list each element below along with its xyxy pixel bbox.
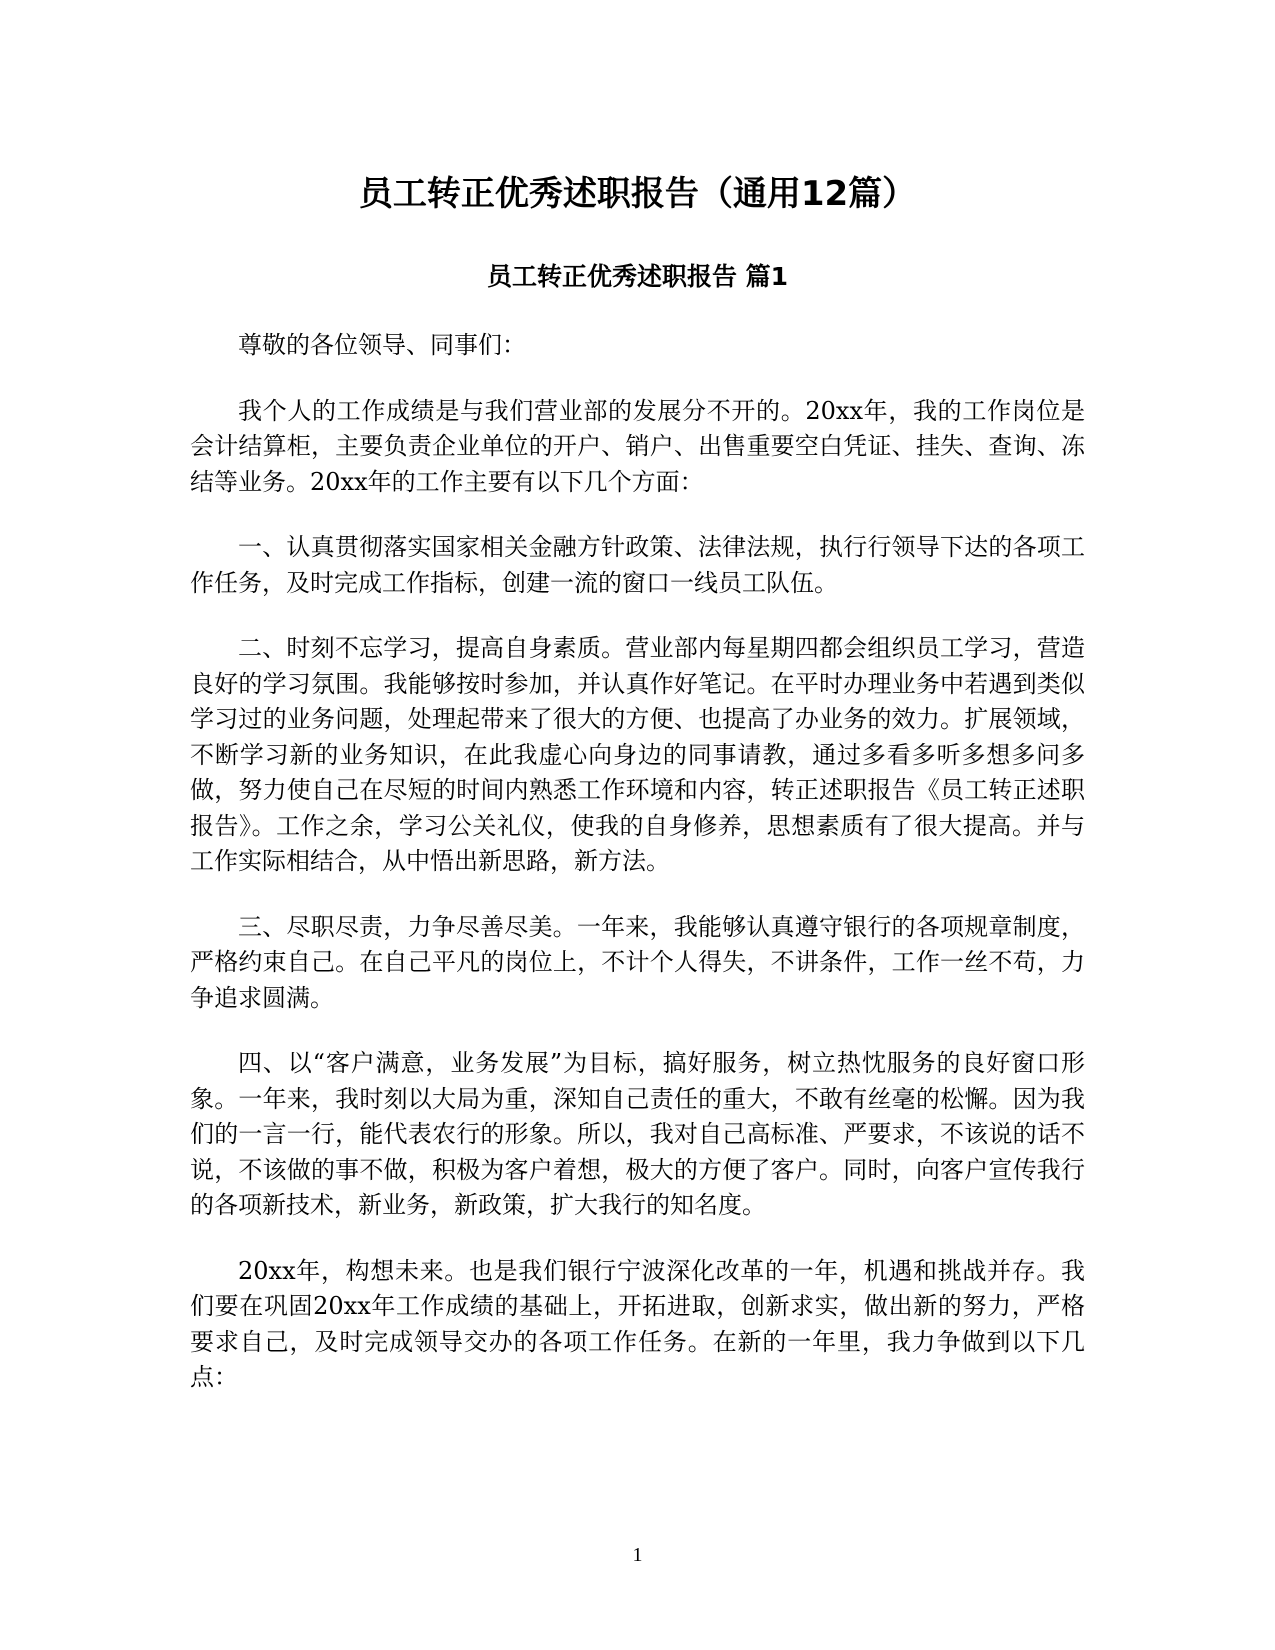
document-body — [190, 328, 1085, 1426]
body-paragraph: 三、尽职尽责，力争尽善尽美。一年来，我能够认真遵守银行的各项规章制度，严格约束自己。在自己平凡的岗位上，不计个人得失，不讲条件，工作一丝不苟，力争追求圆满。 — [190, 912, 1085, 1012]
body-paragraph: 一、认真贯彻落实国家相关金融方针政策、法律法规，执行行领导下达的各项工作任务，及时完成工作指标，创建一流的窗口一线员工队伍。 — [190, 533, 1085, 597]
salutation-paragraph: 尊敬的各位领导、同事们： — [238, 331, 526, 359]
body-paragraph: 二、时刻不忘学习，提高自身素质。营业部内每星期四都会组织员工学习，营造良好的学习氛围。我能够按时参加，并认真作好笔记。在平时办理业务中若遇到类似学习过的业务问题，处理起带来了很大的方便、也提高了办业务的效力。扩展领域，不断学习新的业务知识，在此我虚心向身边的同事请教，通过多看多听多想多问多做，努力使自己在尽短的时间内熟悉工作环境和内容，转正述职报告《员工转正述职报告》。工作之余，学习公关礼仪，使我的自身修养，思想素质有了很大提高。并与工作实际相结合，从中悟出新思路，新方法。 — [190, 634, 1085, 875]
body-paragraph: 20xx年，构想未来。也是我们银行宁波深化改革的一年，机遇和挑战并存。我们要在巩固20xx年工作成绩的基础上，开拓进取，创新求实，做出新的努力，严格要求自己，及时完成领导交办的各项工作任务。在新的一年里，我力争做到以下几点： — [190, 1256, 1085, 1391]
body-paragraph: 四、以“客户满意，业务发展”为目标，搞好服务，树立热忱服务的良好窗口形象。一年来，我时刻以大局为重，深知自己责任的重大，不敢有丝毫的松懈。因为我们的一言一行，能代表农行的形象。所以，我对自己高标准、严要求，不该说的话不说，不该做的事不做，积极为客户着想，极大的方便了客户。同时，向客户宣传我行的各项新技术，新业务，新政策，扩大我行的知名度。 — [190, 1049, 1085, 1219]
section-title: 员工转正优秀述职报告 篇1 — [486, 262, 789, 291]
page-number: 1 — [632, 1544, 643, 1566]
document-title: 员工转正优秀述职报告（通用12篇） — [358, 174, 917, 214]
body-paragraph: 我个人的工作成绩是与我们营业部的发展分不开的。20xx年，我的工作岗位是会计结算柜，主要负责企业单位的开户、销户、出售重要空白凭证、挂失、查询、冻结等业务。20xx年的工作主要有以下几个方面： — [190, 396, 1085, 496]
